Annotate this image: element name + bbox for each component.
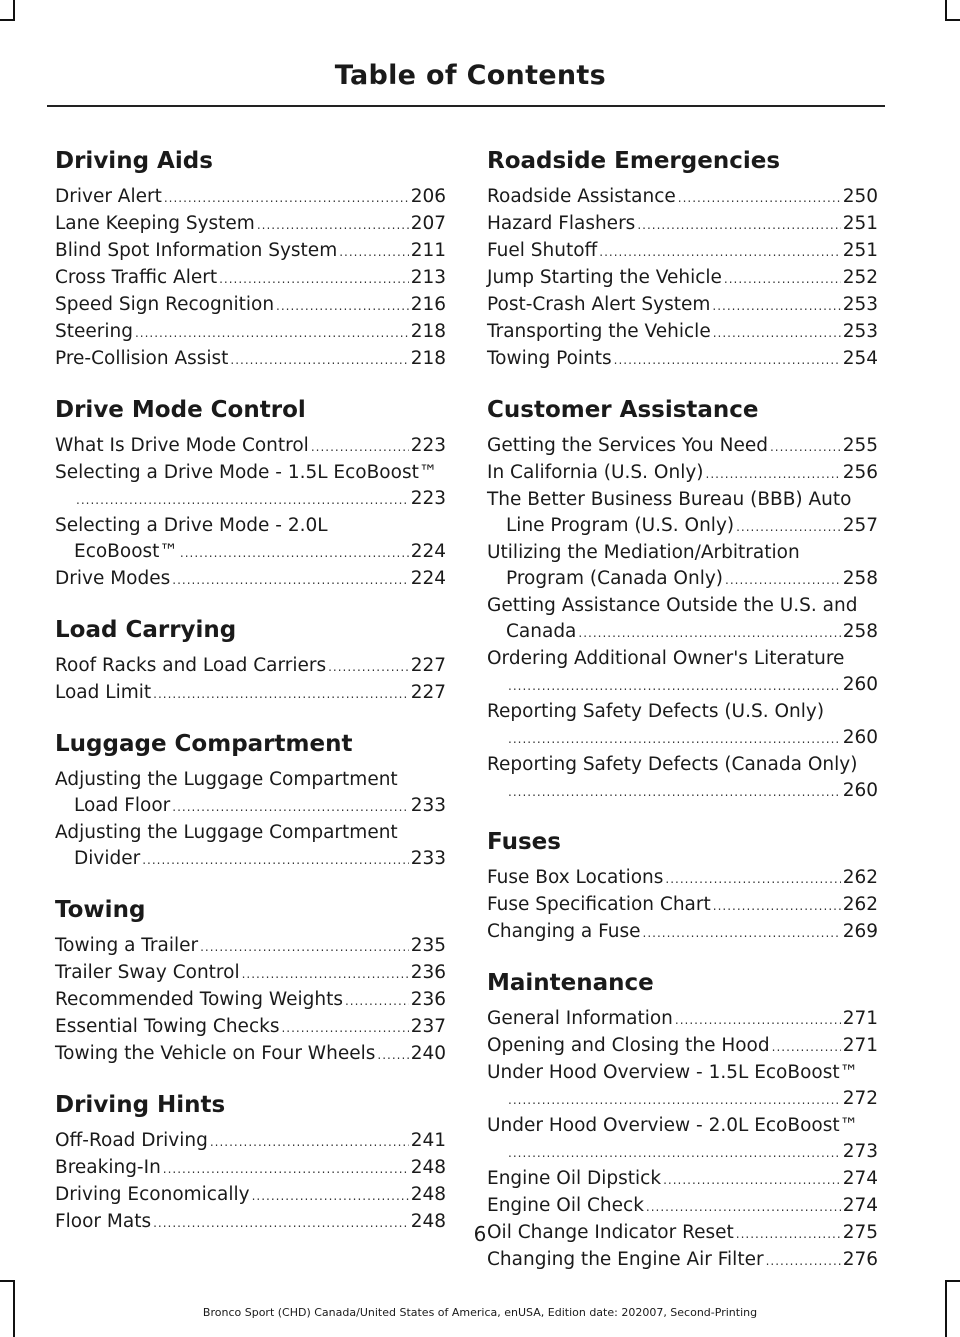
entry-page: 240	[410, 1043, 446, 1064]
entry-page: 224	[410, 568, 446, 589]
section-title: Maintenance	[487, 970, 654, 996]
dot-leader	[713, 893, 841, 919]
entry-page: 256	[842, 462, 878, 483]
entry-page: 236	[410, 962, 446, 983]
toc-entry[interactable]	[55, 319, 446, 346]
entry-page: 269	[842, 921, 878, 942]
dot-leader	[345, 988, 409, 1014]
entry-page: 250	[842, 186, 878, 207]
entry-page: 272	[842, 1088, 878, 1109]
toc-section	[55, 1090, 446, 1236]
entry-page: 271	[842, 1035, 878, 1056]
entry-label: Transporting the Vehicle	[487, 321, 711, 342]
entry-page: 262	[842, 894, 878, 915]
dot-leader	[599, 239, 840, 265]
toc-section	[55, 729, 446, 873]
entry-continuation	[487, 513, 878, 540]
entry-label: Reporting Safety Defects (U.S. Only)	[487, 701, 825, 722]
entry-label: Cross Traffic Alert	[55, 267, 218, 288]
entry-page: 253	[842, 321, 878, 342]
entry-label: Blind Spot Information System	[55, 240, 338, 261]
toc-entry[interactable]	[55, 265, 446, 292]
entry-page: 260	[842, 727, 878, 748]
entry-page: 275	[842, 1222, 878, 1243]
entry-label: Fuse Box Locations	[487, 867, 664, 888]
toc-entry[interactable]	[55, 680, 446, 707]
entry-label: Towing Points	[487, 348, 612, 369]
dot-leader	[508, 1140, 841, 1166]
entry-label: Pre-Collision Assist	[55, 348, 229, 369]
entry-label: Driver Alert	[55, 186, 162, 207]
entry-page: 248	[410, 1184, 446, 1205]
entry-page: 248	[410, 1211, 446, 1232]
entry-label: Steering	[55, 321, 133, 342]
entry-label-cont: Program (Canada Only)	[506, 568, 724, 589]
toc-section	[55, 895, 446, 1068]
toc-entry[interactable]	[55, 292, 446, 319]
entry-label: What Is Drive Mode Control	[55, 435, 309, 456]
dot-leader	[725, 567, 841, 593]
entry-label: Lane Keeping System	[55, 213, 255, 234]
toc-entry[interactable]	[55, 566, 446, 593]
dot-leader	[766, 1248, 841, 1274]
dot-leader	[311, 434, 409, 460]
entry-label-cont: Canada	[506, 621, 577, 642]
entry-label: Changing the Engine Air Filter	[487, 1249, 764, 1270]
dot-leader	[219, 266, 409, 292]
toc-entry[interactable]	[55, 238, 446, 265]
entry-label: Trailer Sway Control	[55, 962, 240, 983]
toc-entry[interactable]	[487, 460, 878, 487]
dot-leader	[665, 866, 840, 892]
toc-entry[interactable]	[487, 699, 878, 752]
dot-leader	[713, 320, 841, 346]
toc-entry[interactable]	[55, 211, 446, 238]
dot-leader	[508, 1087, 841, 1113]
entry-label: Towing the Vehicle on Four Wheels	[55, 1043, 376, 1064]
entry-continuation	[487, 1086, 878, 1113]
entry-label: Utilizing the Mediation/Arbitration	[487, 542, 800, 563]
entry-page: 262	[842, 867, 878, 888]
toc-entry[interactable]	[487, 265, 878, 292]
dot-leader	[508, 779, 841, 805]
toc-section	[55, 615, 446, 707]
toc-entry[interactable]	[487, 292, 878, 319]
toc-entry[interactable]	[487, 319, 878, 346]
entry-page: 218	[410, 348, 446, 369]
entry-label: Load Limit	[55, 682, 152, 703]
dot-leader	[706, 461, 841, 487]
toc-entry[interactable]	[487, 1033, 878, 1060]
dot-leader	[663, 1167, 841, 1193]
dot-leader	[770, 434, 841, 460]
entry-label: Under Hood Overview - 1.5L EcoBoost™	[487, 1062, 859, 1083]
entry-label: Recommended Towing Weights	[55, 989, 343, 1010]
dot-leader	[200, 934, 409, 960]
entry-page: 260	[842, 674, 878, 695]
page-title: Table of Contents	[334, 60, 606, 91]
dot-leader	[637, 212, 840, 238]
entry-page: 271	[842, 1008, 878, 1029]
dot-leader	[646, 1194, 841, 1220]
entry-page: 237	[410, 1016, 446, 1037]
toc-entry[interactable]	[487, 919, 878, 946]
entry-page: 258	[842, 568, 878, 589]
dot-leader	[678, 185, 841, 211]
entry-label: Opening and Closing the Hood	[487, 1035, 770, 1056]
entry-page: 218	[410, 321, 446, 342]
dot-leader	[252, 1183, 409, 1209]
entry-continuation	[487, 619, 878, 646]
dot-leader	[377, 1042, 408, 1068]
toc-entry[interactable]	[487, 646, 878, 699]
entry-page: 254	[842, 348, 878, 369]
entry-page: 207	[410, 213, 446, 234]
entry-label: Drive Modes	[55, 568, 171, 589]
entry-continuation	[487, 725, 878, 752]
toc-column-right	[487, 146, 878, 1296]
entry-page: 216	[410, 294, 446, 315]
entry-label: Essential Towing Checks	[55, 1016, 280, 1037]
entry-page: 276	[842, 1249, 878, 1270]
dot-leader	[328, 654, 409, 680]
entry-page: 253	[842, 294, 878, 315]
toc-entry[interactable]	[55, 933, 446, 960]
entry-label-cont: Load Floor	[74, 795, 171, 816]
entry-label: Selecting a Drive Mode - 1.5L EcoBoost™	[55, 462, 438, 483]
toc-entry[interactable]	[55, 513, 446, 566]
entry-page: 233	[410, 848, 446, 869]
toc-entry[interactable]	[55, 767, 446, 820]
toc-entry[interactable]	[55, 820, 446, 873]
entry-continuation	[55, 846, 446, 873]
section-title: Load Carrying	[55, 617, 237, 643]
entry-label: Off-Road Driving	[55, 1130, 208, 1151]
dot-leader	[724, 266, 841, 292]
dot-leader	[153, 681, 409, 707]
entry-label: Towing a Trailer	[55, 935, 199, 956]
entry-page: 257	[842, 515, 878, 536]
entry-page: 223	[410, 435, 446, 456]
entry-label: Adjusting the Luggage Compartment	[55, 822, 398, 843]
entry-page: 211	[410, 240, 446, 261]
toc-entry[interactable]	[487, 865, 878, 892]
toc-entry[interactable]	[55, 1041, 446, 1068]
toc-entry[interactable]	[487, 593, 878, 646]
entry-label: Getting the Services You Need	[487, 435, 768, 456]
dot-leader	[230, 347, 408, 373]
dot-leader	[172, 794, 408, 820]
entry-label: Engine Oil Dipstick	[487, 1168, 662, 1189]
section-title: Driving Hints	[55, 1092, 226, 1118]
entry-page: 255	[842, 435, 878, 456]
entry-label: Post-Crash Alert System	[487, 294, 711, 315]
toc-section	[55, 146, 446, 373]
page-number: 6	[473, 1222, 487, 1246]
dot-leader	[578, 620, 840, 646]
toc-entry[interactable]	[487, 433, 878, 460]
section-title: Drive Mode Control	[55, 397, 306, 423]
entry-page: 274	[842, 1195, 878, 1216]
entry-page: 258	[842, 621, 878, 642]
dot-leader	[242, 961, 409, 987]
toc-entry[interactable]	[487, 346, 878, 373]
entry-page: 236	[410, 989, 446, 1010]
toc-section	[55, 395, 446, 593]
entry-page: 223	[410, 488, 446, 509]
entry-page: 227	[410, 655, 446, 676]
entry-label: General Information	[487, 1008, 673, 1029]
entry-page: 233	[410, 795, 446, 816]
dot-leader	[675, 1007, 841, 1033]
entry-page: 274	[842, 1168, 878, 1189]
toc-section	[487, 827, 878, 946]
section-title: Roadside Emergencies	[487, 148, 781, 174]
entry-label: Fuel Shutoff	[487, 240, 598, 261]
section-title: Luggage Compartment	[55, 731, 353, 757]
crop-mark	[0, 1280, 15, 1282]
entry-label: Roof Racks and Load Carriers	[55, 655, 327, 676]
toc-entry[interactable]	[487, 1193, 878, 1220]
entry-label: Oil Change Indicator Reset	[487, 1222, 734, 1243]
entry-label: The Better Business Bureau (BBB) Auto	[487, 489, 852, 510]
dot-leader	[172, 567, 408, 593]
dot-leader	[614, 347, 841, 373]
entry-page: 235	[410, 935, 446, 956]
toc-entry[interactable]	[487, 184, 878, 211]
toc-section	[487, 146, 878, 373]
edition-footer: Bronco Sport (CHD) Canada/United States of America, enUSA, Edition date: 202007, Second-Printing	[202, 1306, 758, 1319]
toc-entry[interactable]	[487, 1247, 878, 1274]
toc-entry[interactable]	[487, 238, 878, 265]
dot-leader	[643, 920, 841, 946]
entry-label: Engine Oil Check	[487, 1195, 644, 1216]
entry-label: Hazard Flashers	[487, 213, 636, 234]
entry-page: 206	[410, 186, 446, 207]
entry-label-cont: Divider	[74, 848, 141, 869]
section-title: Customer Assistance	[487, 397, 759, 423]
section-title: Driving Aids	[55, 148, 213, 174]
toc-entry[interactable]	[55, 987, 446, 1014]
crop-mark	[945, 1280, 960, 1282]
dot-leader	[508, 673, 841, 699]
dot-leader	[210, 1129, 409, 1155]
entry-label: Roadside Assistance	[487, 186, 676, 207]
entry-continuation	[487, 566, 878, 593]
dot-leader	[339, 239, 408, 265]
toc-entry[interactable]	[487, 1006, 878, 1033]
toc-entry[interactable]	[487, 540, 878, 593]
entry-continuation	[55, 486, 446, 513]
entry-label: Under Hood Overview - 2.0L EcoBoost™	[487, 1115, 859, 1136]
entry-label: Getting Assistance Outside the U.S. and	[487, 595, 858, 616]
crop-mark	[0, 19, 15, 21]
toc-section	[487, 395, 878, 805]
entry-page: 251	[842, 240, 878, 261]
crop-mark	[13, 0, 15, 20]
entry-page: 241	[410, 1130, 446, 1151]
toc-entry[interactable]	[487, 892, 878, 919]
dot-leader	[736, 514, 841, 540]
entry-continuation	[487, 778, 878, 805]
entry-label: Reporting Safety Defects (Canada Only)	[487, 754, 858, 775]
toc-entry[interactable]	[55, 433, 446, 460]
entry-label: Speed Sign Recognition	[55, 294, 275, 315]
toc-entry[interactable]	[55, 653, 446, 680]
entry-continuation	[487, 672, 878, 699]
toc-entry[interactable]	[55, 1128, 446, 1155]
section-title: Fuses	[487, 829, 561, 855]
entry-page: 213	[410, 267, 446, 288]
toc-entry[interactable]	[55, 1182, 446, 1209]
dot-leader	[76, 487, 409, 513]
entry-label: In California (U.S. Only)	[487, 462, 704, 483]
entry-page: 227	[410, 682, 446, 703]
toc-entry[interactable]	[55, 1014, 446, 1041]
toc-entry[interactable]	[55, 346, 446, 373]
toc-entry[interactable]	[487, 1166, 878, 1193]
dot-leader	[164, 185, 409, 211]
toc-entry[interactable]	[487, 1113, 878, 1166]
entry-label: Breaking-In	[55, 1157, 161, 1178]
entry-label: Ordering Additional Owner's Literature	[487, 648, 845, 669]
toc-entry[interactable]	[487, 487, 878, 540]
dot-leader	[257, 212, 409, 238]
toc-column-left	[55, 146, 446, 1258]
dot-leader	[180, 540, 409, 566]
crop-mark	[945, 0, 947, 20]
toc-entry[interactable]	[487, 752, 878, 805]
dot-leader	[163, 1156, 409, 1182]
entry-page: 252	[842, 267, 878, 288]
entry-page: 248	[410, 1157, 446, 1178]
dot-leader	[712, 293, 840, 319]
entry-continuation	[487, 1139, 878, 1166]
toc-entry[interactable]	[487, 211, 878, 238]
entry-page: 224	[410, 541, 446, 562]
crop-mark	[945, 19, 960, 21]
entry-label: Adjusting the Luggage Compartment	[55, 769, 398, 790]
entry-label-cont: Line Program (U.S. Only)	[506, 515, 735, 536]
dot-leader	[276, 293, 409, 319]
toc-entry[interactable]	[487, 1060, 878, 1113]
entry-continuation	[55, 793, 446, 820]
toc-entry[interactable]	[55, 460, 446, 513]
entry-page: 251	[842, 213, 878, 234]
toc-entry[interactable]	[55, 184, 446, 211]
entry-label: Fuse Specification Chart	[487, 894, 711, 915]
header-rule	[47, 105, 885, 107]
dot-leader	[508, 726, 841, 752]
entry-label: Jump Starting the Vehicle	[487, 267, 722, 288]
entry-label-cont: EcoBoost™	[74, 541, 178, 562]
dot-leader	[772, 1034, 841, 1060]
entry-label: Changing a Fuse	[487, 921, 641, 942]
toc-entry[interactable]	[55, 960, 446, 987]
dot-leader	[135, 320, 409, 346]
entry-label: Driving Economically	[55, 1184, 250, 1205]
entry-label: Floor Mats	[55, 1211, 152, 1232]
entry-continuation	[55, 539, 446, 566]
toc-entry[interactable]	[55, 1155, 446, 1182]
entry-page: 273	[842, 1141, 878, 1162]
entry-label: Selecting a Drive Mode - 2.0L	[55, 515, 328, 536]
dot-leader	[142, 847, 408, 873]
section-title: Towing	[55, 897, 146, 923]
entry-page: 260	[842, 780, 878, 801]
dot-leader	[281, 1015, 408, 1041]
